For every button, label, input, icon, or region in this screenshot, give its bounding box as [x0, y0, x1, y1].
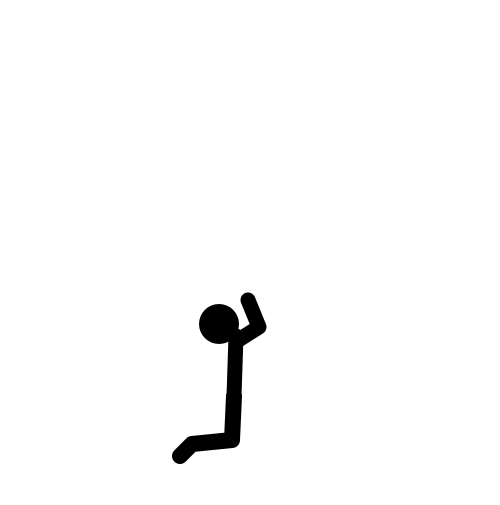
figure-leg: [180, 396, 234, 456]
figure-arm: [237, 300, 259, 341]
stick-figure: [180, 300, 259, 456]
